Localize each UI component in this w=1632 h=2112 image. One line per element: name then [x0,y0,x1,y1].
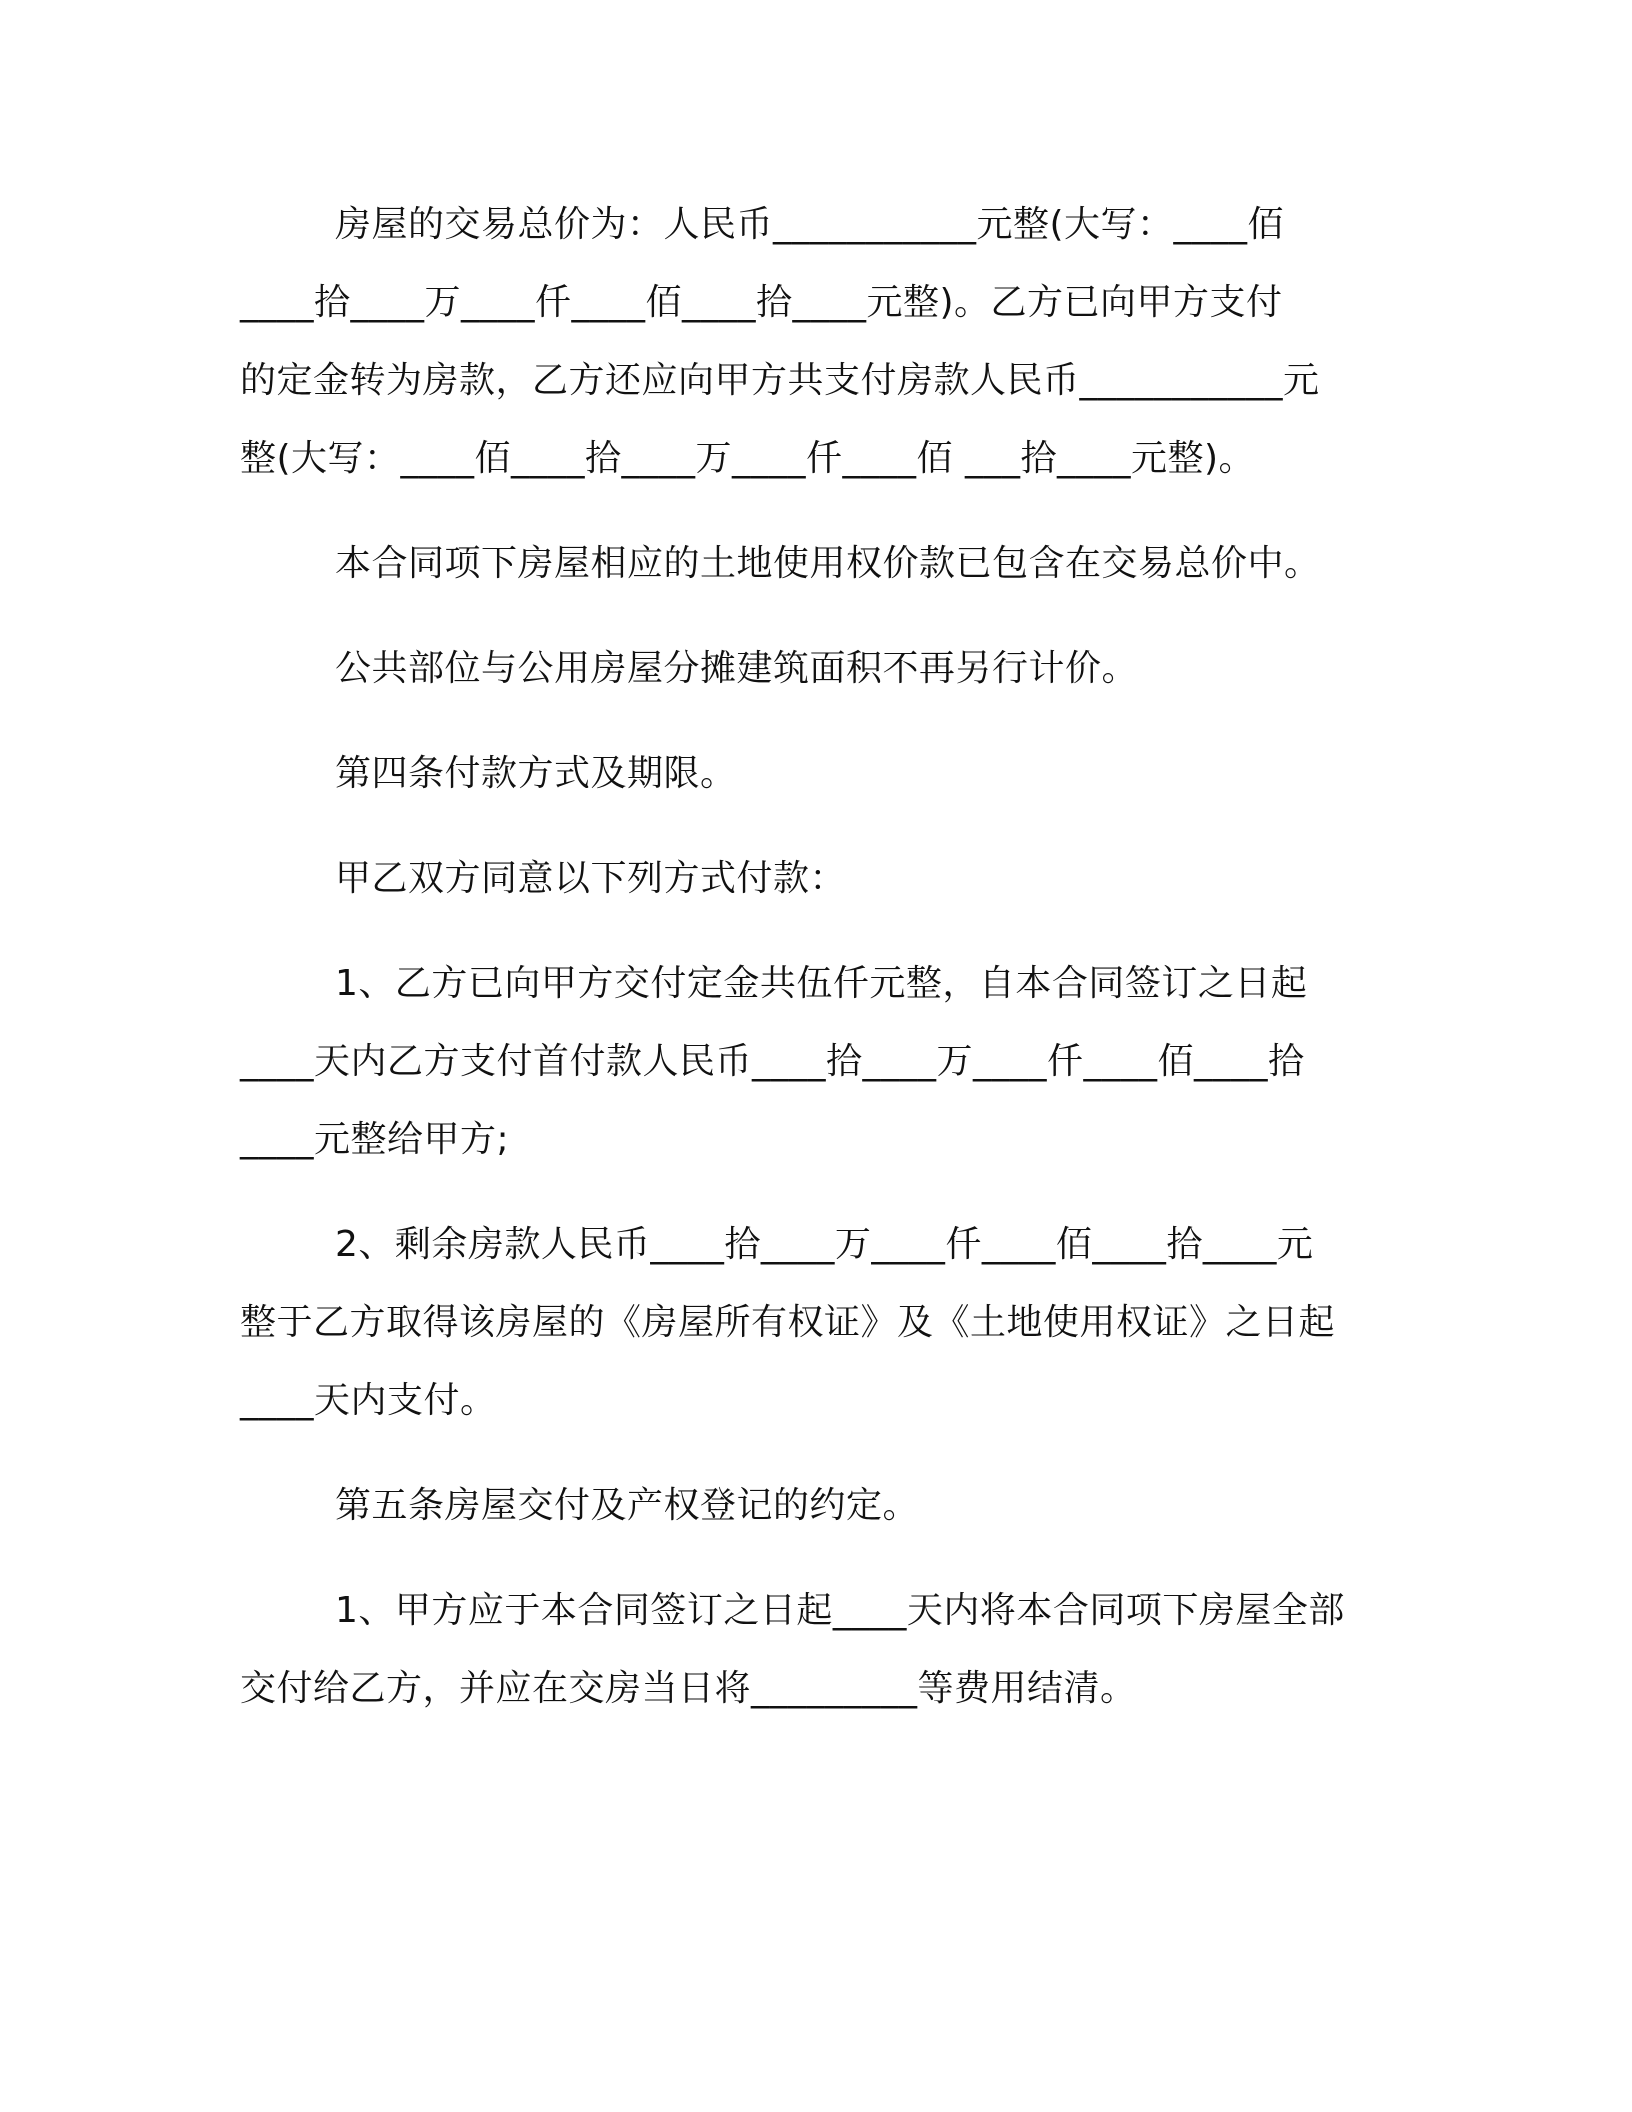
paragraph-line: 甲乙双方同意以下列方式付款： [335,858,847,899]
paragraph-line: 第五条房屋交付及产权登记的约定。 [335,1485,920,1526]
document-body [240,186,1380,1728]
payment-item-2 [240,1206,1380,1440]
paragraph-payment-agreement [240,840,1380,918]
paragraph-line: 公共部位与公用房屋分摊建筑面积不再另行计价。 [335,648,1139,689]
paragraph-line: 2、剩余房款人民币____拾____万____仟____佰____拾____元 [335,1224,1314,1265]
delivery-item-1 [240,1572,1380,1728]
paragraph-line: ____天内乙方支付首付款人民币____拾____万____仟____佰____拾 [240,1041,1305,1082]
paragraph-line: 交付给乙方，并应在交房当日将_________等费用结清。 [240,1668,1137,1709]
paragraph-line: 房屋的交易总价为：人民币___________元整(大写：____佰 [335,204,1285,245]
paragraph-line: 第四条付款方式及期限。 [335,753,737,794]
paragraph-line: 1、甲方应于本合同签订之日起____天内将本合同项下房屋全部 [335,1590,1345,1631]
paragraph-line: 整于乙方取得该房屋的《房屋所有权证》及《土地使用权证》之日起 [240,1302,1336,1343]
paragraph-line: 的定金转为房款，乙方还应向甲方共支付房款人民币___________元 [240,360,1320,401]
paragraph-total-price [240,186,1380,498]
article-four-heading [240,735,1380,813]
paragraph-line: 1、乙方已向甲方交付定金共伍仟元整，自本合同签订之日起 [335,963,1308,1004]
paragraph-line: 整(大写：____佰____拾____万____仟____佰 ___拾____元整)。 [240,438,1256,479]
paragraph-land-use-right [240,525,1380,603]
paragraph-line: ____天内支付。 [240,1380,497,1421]
article-five-heading [240,1467,1380,1545]
payment-item-1 [240,945,1380,1179]
paragraph-shared-area [240,630,1380,708]
paragraph-line: 本合同项下房屋相应的土地使用权价款已包含在交易总价中。 [335,543,1321,584]
paragraph-line: ____元整给甲方; [240,1119,510,1160]
paragraph-line: ____拾____万____仟____佰____拾____元整)。乙方已向甲方支付 [240,282,1283,323]
